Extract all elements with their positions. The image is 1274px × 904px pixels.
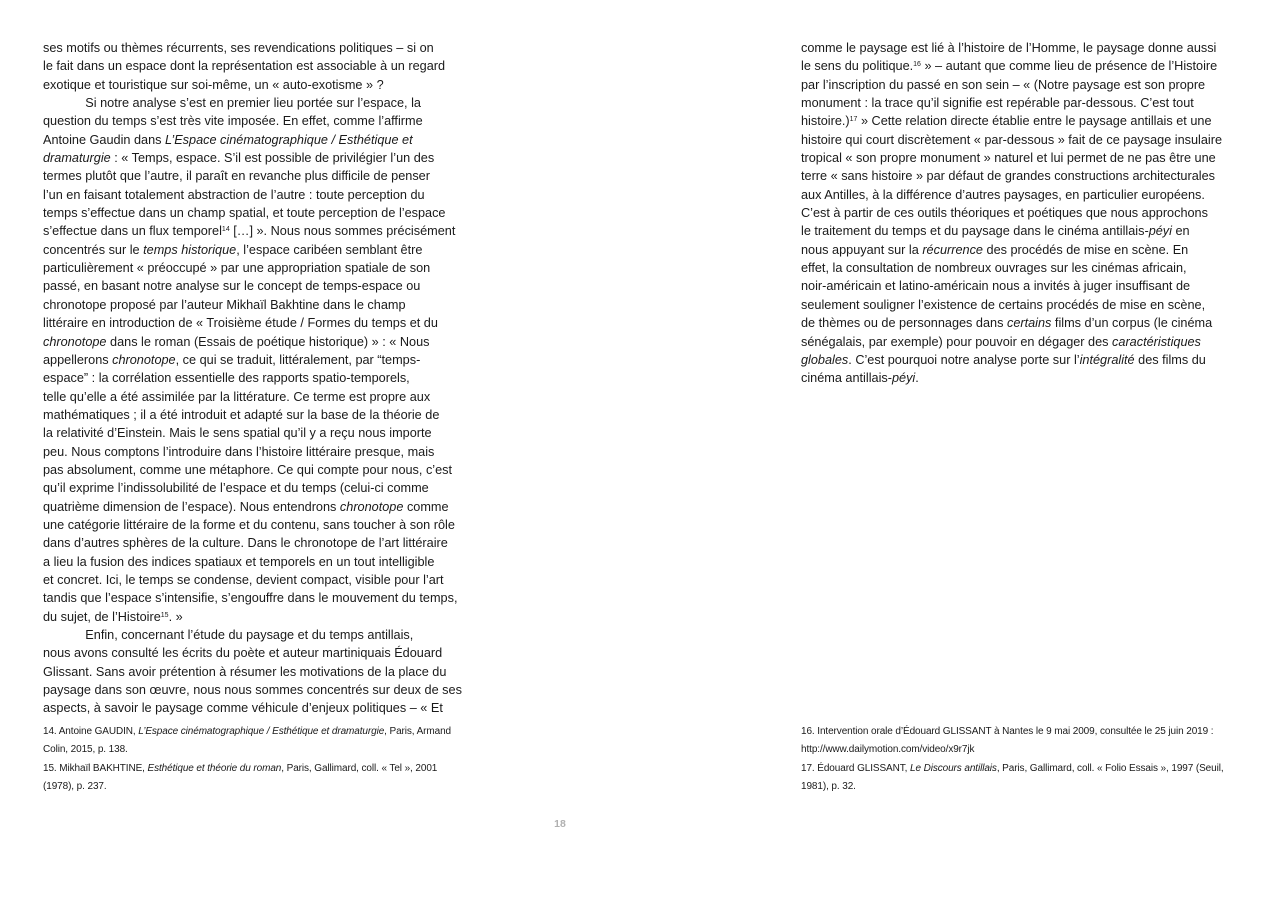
italic-text: Esthétique et théorie du roman	[147, 762, 282, 774]
left-page-footnotes	[43, 725, 483, 798]
italic-text: Le Discours antillais	[909, 762, 997, 774]
body-text-line	[801, 112, 1241, 130]
text-segment: . »	[168, 609, 183, 624]
text-segment: » – autant que comme lieu de présence de l’Histoire	[920, 59, 1218, 74]
text-segment: » Cette relation directe établie entre le paysage antillais et une	[857, 114, 1212, 129]
italic-text: dramaturgie	[43, 151, 111, 166]
text-segment: tandis que l’espace s’intensifie, s’engouffre dans le mouvement du temps,	[43, 591, 458, 606]
text-segment: le traitement du temps et du paysage dans le cinéma antillais-	[801, 224, 1149, 239]
body-text-line	[43, 131, 483, 149]
text-segment: […] ». Nous nous sommes précisément	[229, 224, 456, 239]
body-text-line	[43, 369, 483, 387]
text-segment: des films du	[1134, 352, 1206, 367]
body-text-line	[43, 149, 483, 167]
footnote-line	[801, 725, 1241, 743]
text-segment: s’effectue dans un flux temporel	[43, 224, 222, 239]
text-segment: en	[1171, 224, 1190, 239]
text-segment: du sujet, de l’Histoire	[43, 609, 161, 624]
body-text-line	[43, 112, 483, 130]
text-segment: 14. Antoine GAUDIN,	[43, 726, 139, 737]
text-segment: Antoine Gaudin dans	[43, 132, 166, 147]
footnote-reference: 14	[221, 226, 230, 234]
text-segment: a lieu la fusion des indices spatiaux et temporels en un tout intelligible	[43, 554, 435, 569]
body-text-line	[801, 167, 1241, 185]
body-text-line	[801, 149, 1241, 167]
body-text-line	[43, 333, 483, 351]
text-segment: de thèmes ou de personnages dans	[801, 316, 1007, 331]
text-segment: cinéma antillais-	[801, 371, 892, 386]
italic-text: caractéristiques	[1112, 334, 1201, 349]
italic-text: L’Espace cinématographique / Esthétique et dramaturgie	[138, 726, 385, 737]
footnote-line	[801, 780, 1241, 798]
text-segment: nous appuyant sur la	[801, 242, 923, 257]
text-segment: le fait dans un espace dont la représentation est associable à un regard	[43, 59, 446, 74]
body-text-line	[801, 259, 1241, 277]
text-segment: C’est à partir de ces outils théoriques et poétiques que nous approchons	[801, 206, 1208, 221]
footnote-line	[801, 762, 1241, 780]
body-text-line	[801, 204, 1241, 222]
footnote-reference: 15	[160, 611, 169, 619]
italic-text: L’Espace cinématographique / Esthétique et	[165, 132, 413, 147]
footnote-reference: 16	[913, 61, 921, 69]
text-segment: 16. Intervention orale d’Édouard GLISSANT à Nantes le 9 mai 2009, consultée le 25 juin 2019 :	[801, 726, 1214, 737]
body-text-line	[43, 94, 483, 112]
text-segment: passé, en basant notre analyse sur le concept de temps-espace ou	[43, 279, 421, 294]
text-segment: exotique et touristique sur soi-même, un « auto-exotisme » ?	[43, 77, 384, 92]
italic-text: chronotope	[339, 499, 404, 514]
text-segment: termes plutôt que l’autre, il paraît en revanche plus difficile de penser	[43, 169, 430, 184]
text-segment: par l’inscription du passé en son sein – « (Notre paysage est son propre	[801, 77, 1206, 92]
text-segment: http://www.dailymotion.com/video/x9r7jk	[801, 744, 975, 756]
body-text-line	[801, 241, 1241, 259]
body-text-line	[43, 589, 483, 607]
text-segment: pas absolument, comme une métaphore. Ce qui compte pour nous, c’est	[43, 462, 453, 477]
italic-text: récurrence	[922, 242, 983, 257]
text-segment: : « Temps, espace. S’il est possible de privilégier l’un des	[110, 151, 435, 166]
text-segment: 17. Édouard GLISSANT,	[801, 762, 910, 774]
text-segment: des procédés de mise en scène. En	[982, 242, 1189, 257]
italic-text: chronotope	[43, 334, 107, 349]
body-text-line	[801, 333, 1241, 351]
text-segment: noir-américain et latino-américain nous a invités à juger insuffisant de	[801, 279, 1191, 294]
body-text-line	[43, 406, 483, 424]
text-segment: dans d’autres sphères de la culture. Dans le chronotope de l’art littéraire	[43, 536, 448, 551]
text-segment: comme	[403, 499, 449, 514]
text-segment: littéraire en introduction de « Troisième étude / Formes du temps et du	[43, 316, 438, 331]
body-text-line	[801, 314, 1241, 332]
body-text-line	[801, 186, 1241, 204]
text-segment: terre « sans histoire » par défaut de grandes constructions architecturales	[801, 169, 1215, 184]
body-text-line	[43, 443, 483, 461]
text-segment: concentrés sur le	[43, 242, 144, 257]
text-segment: 1981), p. 32.	[801, 781, 856, 793]
footnote-line	[801, 743, 1241, 761]
text-segment: telle qu’elle a été assimilée par la littérature. Ce terme est propre aux	[43, 389, 431, 404]
text-segment: films d’un corpus (le cinéma	[1051, 316, 1213, 331]
text-segment: aux Antilles, à la différence d’autres paysages, en particulier européens.	[801, 187, 1205, 202]
text-segment: mathématiques ; il a été introduit et adapté sur la base de la théorie de	[43, 407, 440, 422]
body-text-line	[43, 553, 483, 571]
body-text-line	[43, 424, 483, 442]
footnote-reference: 17	[849, 116, 858, 124]
text-segment: , Paris, Gallimard, coll. « Tel », 2001	[281, 762, 438, 774]
italic-text: péyi	[891, 371, 916, 386]
text-segment: temps s’effectue dans un champ spatial, et toute perception de l’espace	[43, 206, 446, 221]
body-text-line	[801, 57, 1241, 75]
body-text-line	[43, 479, 483, 497]
body-text-line	[43, 681, 483, 699]
text-segment: la relativité d’Einstein. Mais le sens spatial qu’il y a reçu nous importe	[43, 426, 432, 441]
body-text-line	[43, 186, 483, 204]
text-segment: et concret. Ici, le temps se condense, devient compact, visible pour l’art	[43, 572, 444, 587]
body-text-line	[43, 259, 483, 277]
text-segment: qu’il exprime l’indissolubilité de l’espace et du temps (celui-ci comme	[43, 481, 429, 496]
body-text-line	[43, 626, 483, 644]
page-number: 18	[554, 818, 566, 830]
text-segment: comme le paysage est lié à l’histoire de l’Homme, le paysage donne aussi	[801, 41, 1217, 55]
text-segment: Glissant. Sans avoir prétention à résumer les motivations de la place du	[43, 664, 447, 679]
text-segment: l’un en faisant totalement abstraction de l’autre : toute perception du	[43, 187, 425, 202]
body-text-line	[43, 167, 483, 185]
body-text-line	[43, 498, 483, 516]
body-text-line	[801, 369, 1241, 387]
text-segment: Colin, 2015, p. 138.	[43, 744, 128, 756]
text-segment: quatrième dimension de l’espace). Nous entendrons	[43, 499, 340, 514]
body-text-line	[43, 222, 483, 240]
italic-text: certains	[1006, 316, 1052, 331]
body-text-line	[43, 663, 483, 681]
body-text-line	[43, 516, 483, 534]
body-text-line	[43, 314, 483, 332]
text-segment: dans le roman (Essais de poétique historique) » : « Nous	[106, 334, 430, 349]
body-text-line	[801, 39, 1241, 57]
body-text-line	[43, 57, 483, 75]
text-segment: paysage dans son œuvre, nous nous sommes concentrés sur deux de ses	[43, 683, 462, 698]
italic-text: chronotope	[112, 352, 176, 367]
italic-text: intégralité	[1079, 352, 1135, 367]
footnote-line	[43, 725, 483, 743]
text-segment: espace” : la corrélation essentielle des rapports spatio-temporels,	[43, 371, 410, 386]
body-text-line	[43, 76, 483, 94]
text-segment: aspects, à savoir le paysage comme véhicule d’enjeux politiques – « Et	[43, 701, 443, 716]
footnote-line	[43, 743, 483, 761]
body-text-line	[43, 296, 483, 314]
italic-text: globales	[801, 352, 849, 367]
body-text-line	[43, 277, 483, 295]
text-segment: nous avons consulté les écrits du poète et auteur martiniquais Édouard	[43, 646, 443, 661]
right-page-footnotes	[801, 725, 1241, 798]
text-segment: .	[915, 371, 919, 386]
text-segment: tropical « son propre monument » naturel et lui permet de ne pas être une	[801, 151, 1216, 166]
text-segment: particulièrement « préoccupé » par une appropriation spatiale de son	[43, 261, 431, 276]
body-text-line	[801, 351, 1241, 369]
text-segment: chronotope proposé par l’auteur Mikhaïl Bakhtine dans le champ	[43, 297, 406, 312]
text-segment: Si notre analyse s’est en premier lieu portée sur l’espace, la	[43, 96, 421, 111]
body-text-line	[43, 388, 483, 406]
text-segment: . C’est pourquoi notre analyse porte sur l’	[848, 352, 1080, 367]
text-segment: ses motifs ou thèmes récurrents, ses revendications politiques – si on	[43, 41, 434, 55]
body-text-line	[43, 461, 483, 479]
text-segment: (1978), p. 237.	[43, 781, 107, 793]
footnote-line	[43, 762, 483, 780]
body-text-line	[43, 204, 483, 222]
text-segment: question du temps s’est très vite imposée. En effet, comme l’affirme	[43, 114, 423, 129]
body-text-line	[43, 699, 483, 717]
body-text-line	[43, 608, 483, 626]
text-segment: monument : la trace qu’il signifie est repérable par-dessous. C’est tout	[801, 96, 1194, 111]
text-segment: , ce qui se traduit, littéralement, par “temps-	[175, 352, 421, 367]
text-segment: peu. Nous comptons l’introduire dans l’histoire littéraire presque, mais	[43, 444, 435, 459]
text-segment: appellerons	[43, 352, 113, 367]
text-segment: sénégalais, par exemple) pour pouvoir en dégager des	[801, 334, 1113, 349]
body-text-line	[801, 277, 1241, 295]
text-segment: , Paris, Armand	[384, 726, 452, 737]
text-segment: Enfin, concernant l’étude du paysage et du temps antillais,	[43, 628, 414, 642]
text-segment: , Paris, Gallimard, coll. « Folio Essais », 1997 (Seuil,	[996, 762, 1224, 774]
body-text-line	[43, 644, 483, 662]
text-segment: , l’espace caribéen semblant être	[236, 242, 423, 257]
text-segment: seulement souligner l’existence de certains procédés de mise en scène,	[801, 297, 1206, 312]
text-segment: une catégorie littéraire de la forme et du contenu, sans toucher à son rôle	[43, 517, 455, 532]
body-text-line	[43, 241, 483, 259]
body-text-line	[43, 571, 483, 589]
body-text-line	[43, 39, 483, 57]
left-page-body	[43, 39, 483, 718]
body-text-line	[801, 94, 1241, 112]
footnote-line	[43, 780, 483, 798]
text-segment: 15. Mikhaïl BAKHTINE,	[43, 762, 148, 774]
italic-text: péyi	[1148, 224, 1172, 239]
italic-text: temps historique	[143, 242, 237, 257]
text-segment: histoire qui court discrètement « par-dessous » fait de ce paysage insulaire	[801, 132, 1223, 147]
right-page-body	[801, 39, 1241, 388]
body-text-line	[801, 131, 1241, 149]
text-segment: histoire.)	[801, 114, 850, 129]
text-segment: le sens du politique.	[801, 59, 914, 74]
body-text-line	[801, 76, 1241, 94]
body-text-line	[43, 534, 483, 552]
body-text-line	[801, 222, 1241, 240]
body-text-line	[43, 351, 483, 369]
body-text-line	[801, 296, 1241, 314]
text-segment: effet, la consultation de nombreux ouvrages sur les cinémas africain,	[801, 261, 1187, 276]
